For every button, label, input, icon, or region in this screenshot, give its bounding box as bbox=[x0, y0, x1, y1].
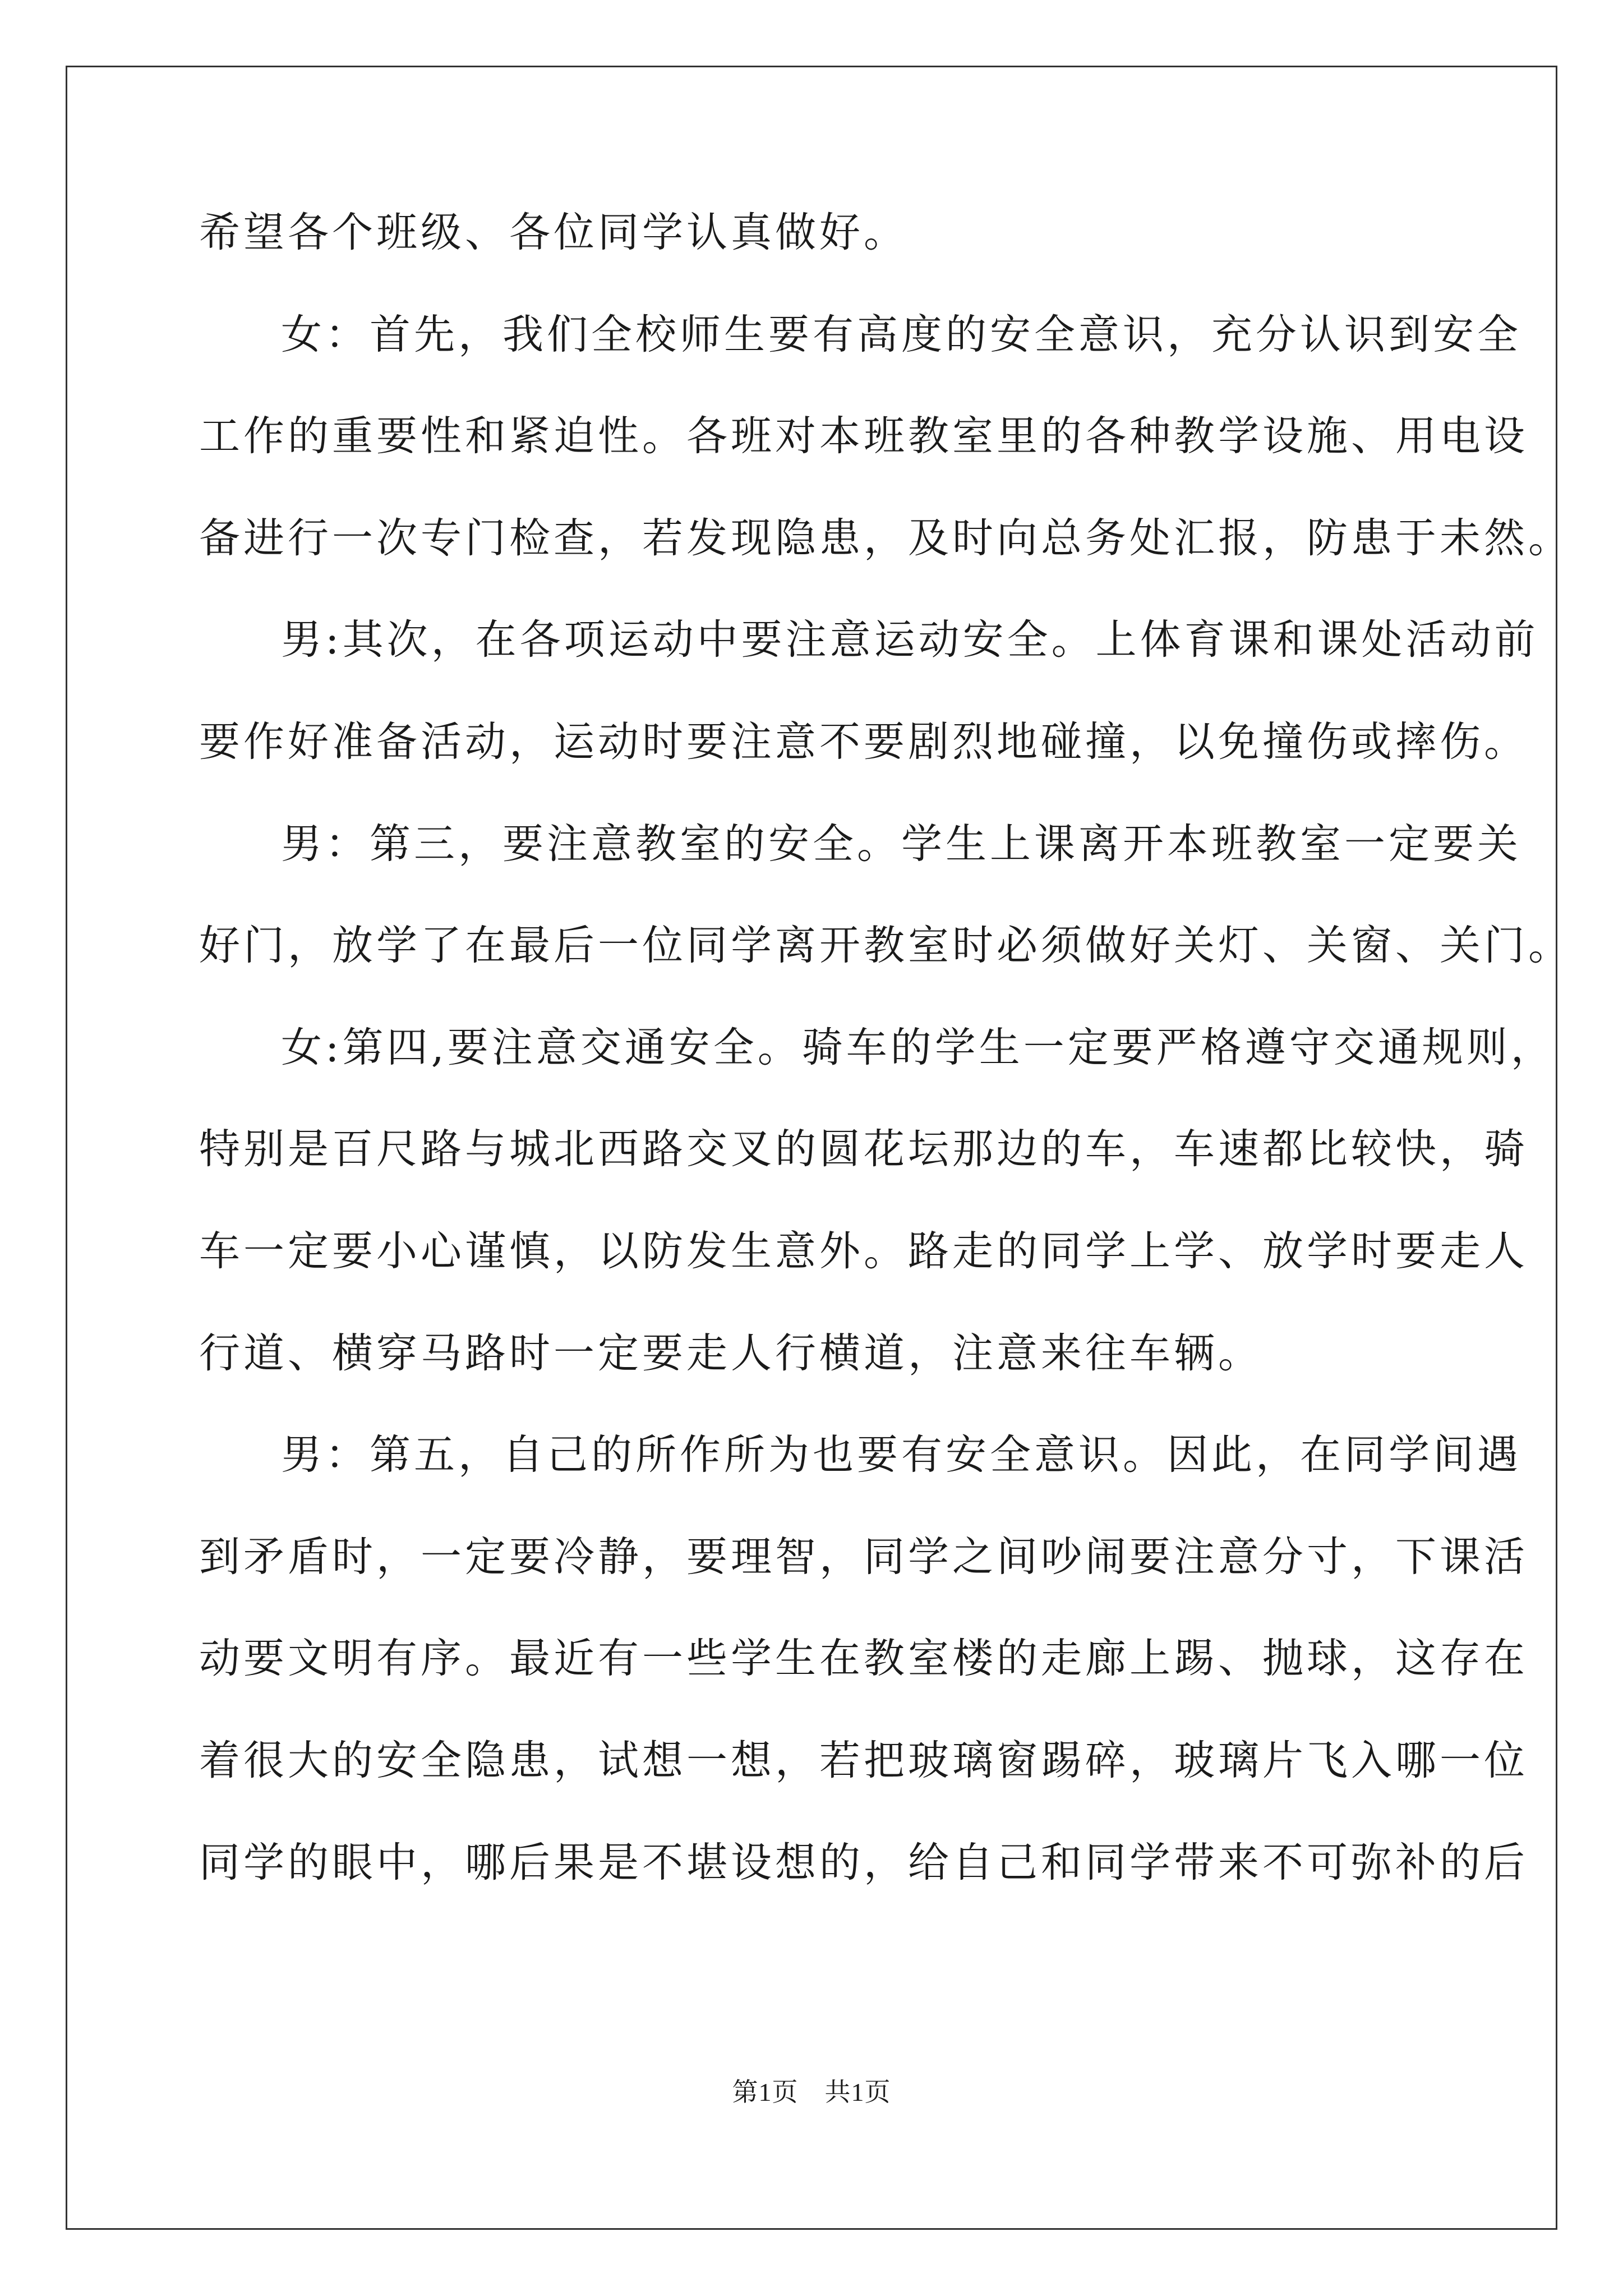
text-line: 着很大的安全隐患，试想一想，若把玻璃窗踢碎，玻璃片飞入哪一位 bbox=[199, 1737, 1528, 1784]
text-line: 希望各个班级、各位同学认真做好。 bbox=[199, 209, 908, 256]
text-line: 车一定要小心谨慎，以防发生意外。路走的同学上学、放学时要走人 bbox=[199, 1227, 1528, 1275]
text-line: 男:其次，在各项运动中要注意运动安全。上体育课和课处活动前 bbox=[281, 616, 1539, 664]
text-line: 工作的重要性和紧迫性。各班对本班教室里的各种教学设施、用电设 bbox=[199, 412, 1528, 460]
page-footer: 第1页 共1页 bbox=[732, 2078, 891, 2106]
text-line: 同学的眼中，哪后果是不堪设想的，给自己和同学带来不可弥补的后 bbox=[199, 1839, 1528, 1887]
text-line: 特别是百尺路与城北西路交叉的圆花坛那边的车，车速都比较快，骑 bbox=[199, 1125, 1528, 1173]
text-line: 女:第四,要注意交通安全。骑车的学生一定要严格遵守交通规则， bbox=[281, 1024, 1555, 1071]
text-line: 女：首先，我们全校师生要有高度的安全意识，充分认识到安全 bbox=[281, 311, 1521, 358]
text-line: 动要文明有序。最近有一些学生在教室楼的走廊上踢、抛球，这存在 bbox=[199, 1635, 1528, 1682]
text-line: 要作好准备活动，运动时要注意不要剧烈地碰撞，以免撞伤或摔伤。 bbox=[199, 718, 1528, 766]
text-line: 男：第三，要注意教室的安全。学生上课离开本班教室一定要关 bbox=[281, 820, 1521, 868]
text-line: 好门，放学了在最后一位同学离开教室时必须做好关灯、关窗、关门。 bbox=[199, 922, 1573, 969]
text-line: 男：第五，自己的所作所为也要有安全意识。因此，在同学间遇 bbox=[281, 1431, 1521, 1479]
text-line: 到矛盾时，一定要冷静，要理智，同学之间吵闹要注意分寸，下课活 bbox=[199, 1533, 1528, 1581]
text-line: 备进行一次专门检查，若发现隐患，及时向总务处汇报，防患于未然。 bbox=[199, 514, 1573, 562]
text-line: 行道、横穿马路时一定要走人行横道，注意来往车辆。 bbox=[199, 1329, 1262, 1377]
